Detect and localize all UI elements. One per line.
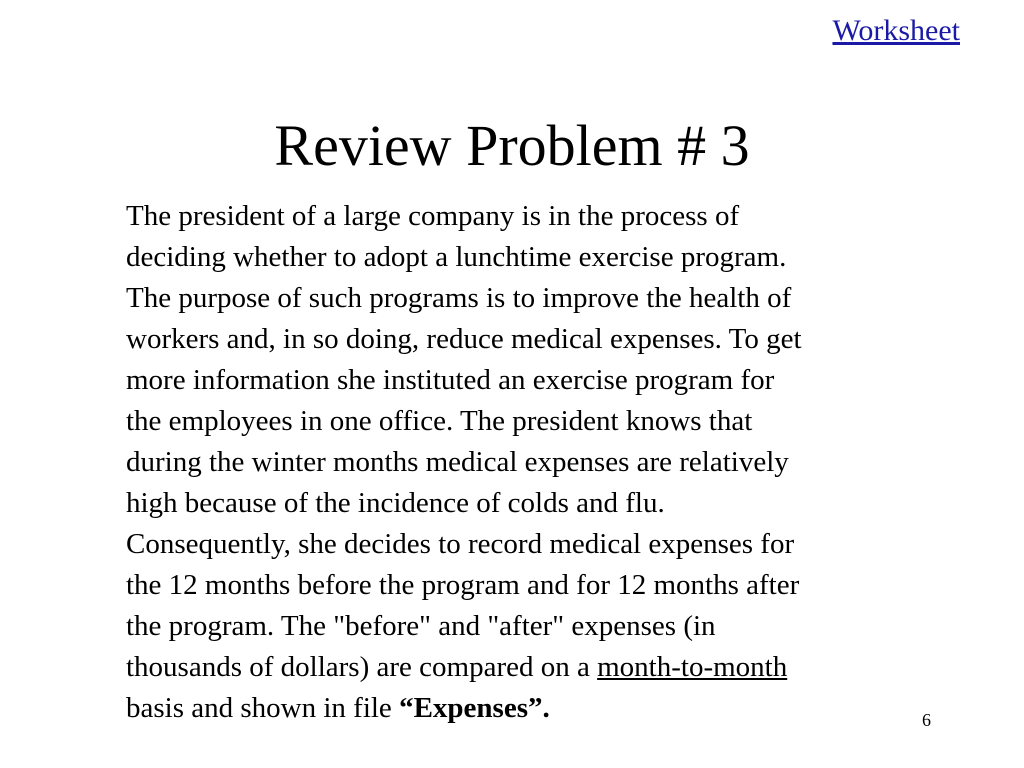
- month-to-month-term: month-to-month: [597, 651, 788, 683]
- text-line: the employees in one office. The president knows that: [126, 405, 753, 437]
- text-line: high because of the incidence of colds and flu.: [126, 487, 665, 519]
- text-line: the program. The "before" and "after" expenses (in: [126, 610, 716, 642]
- text-line: deciding whether to adopt a lunchtime exercise program.: [126, 241, 787, 273]
- text-line: [126, 647, 946, 688]
- text-line: the 12 months before the program and for 12 months after: [126, 569, 800, 601]
- worksheet-link[interactable]: Worksheet: [832, 14, 960, 47]
- text-line: Consequently, she decides to record medical expenses for: [126, 528, 795, 560]
- expenses-file-name: “Expenses”.: [399, 692, 550, 724]
- text-line: The purpose of such programs is to improve the health of: [126, 282, 792, 314]
- text-line: workers and, in so doing, reduce medical expenses. To get: [126, 323, 802, 355]
- slide-number: 6: [922, 710, 931, 730]
- text-fragment: thousands of dollars) are compared on a: [126, 651, 598, 683]
- text-line: more information she instituted an exercise program for: [126, 364, 775, 396]
- text-line: during the winter months medical expenses are relatively: [126, 446, 789, 478]
- slide-title: Review Problem # 3: [274, 113, 750, 178]
- text-line: [126, 688, 946, 729]
- text-fragment: basis and shown in file: [126, 692, 400, 724]
- text-line: The president of a large company is in the process of: [126, 200, 740, 232]
- problem-description: [126, 196, 946, 729]
